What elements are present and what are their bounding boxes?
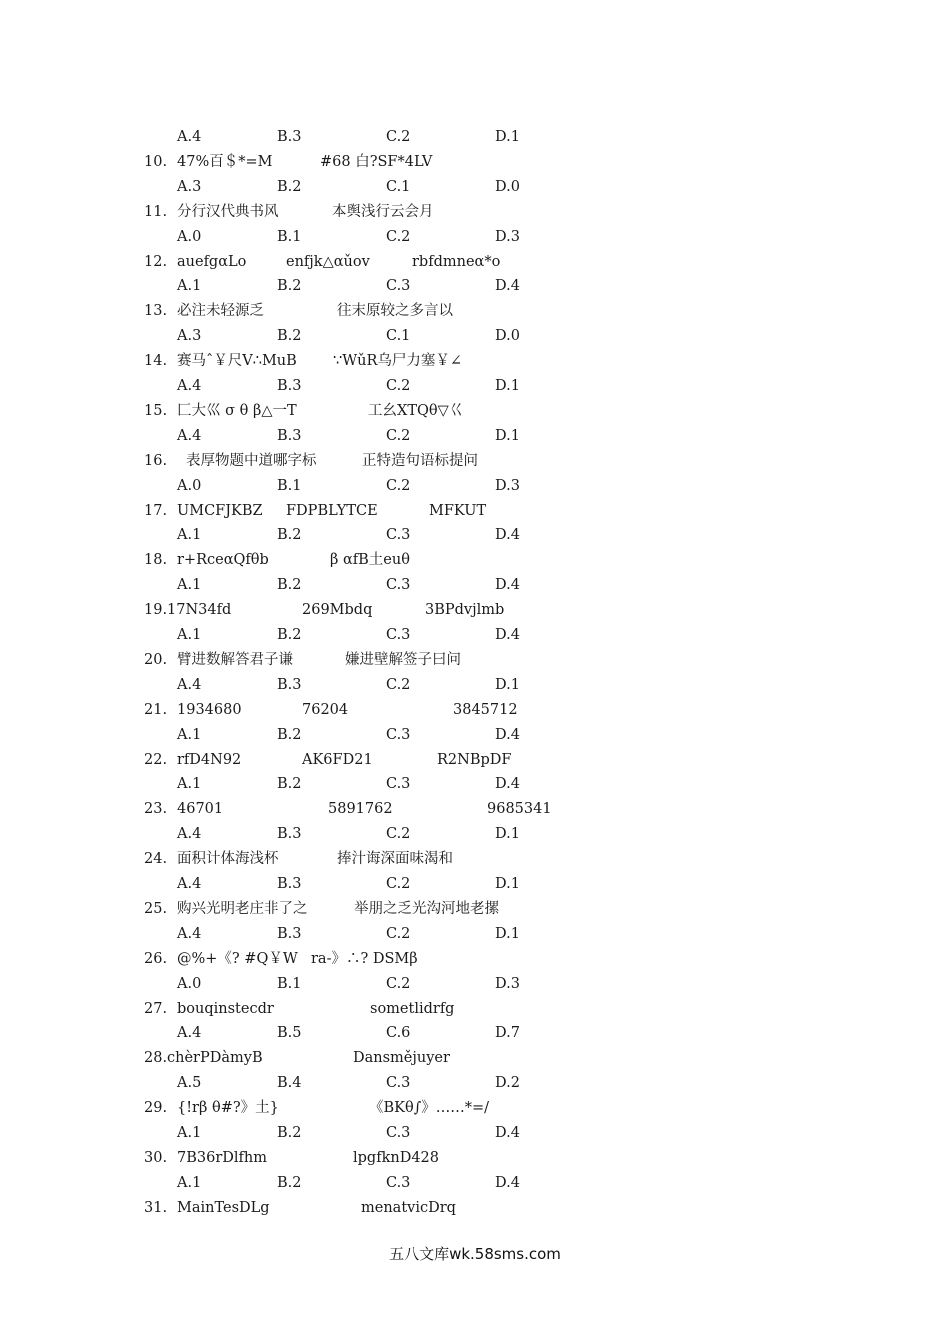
answer-options-row (0, 1171, 950, 1195)
question-item-text: MFKUT (429, 502, 487, 519)
question-item-text: 76204 (302, 701, 349, 718)
answer-option-b: B.2 (277, 1174, 302, 1191)
question-number: 13. (144, 303, 168, 320)
answer-option-b: B.3 (277, 676, 302, 693)
answer-option-c: C.2 (386, 228, 411, 245)
answer-options-row (0, 424, 950, 448)
answer-options-row (0, 374, 950, 398)
question-row (0, 499, 950, 523)
question-item-text: 购兴光明老庄非了之 (177, 900, 308, 917)
answer-option-b: B.2 (277, 178, 302, 195)
answer-option-d: D.4 (495, 577, 520, 594)
question-row (0, 299, 950, 323)
question-number: 12. (144, 253, 168, 270)
question-row (0, 698, 950, 722)
answer-option-d: D.1 (495, 826, 520, 843)
answer-option-b: B.2 (277, 776, 302, 793)
question-number: 17. (144, 502, 168, 519)
question-item-text: {!rβ θ#?》土} (177, 1100, 279, 1117)
answer-option-c: C.2 (386, 876, 411, 892)
question-item-text: 《BKθ∫》……*=/ (369, 1100, 490, 1117)
answer-option-a: A.0 (177, 975, 202, 992)
question-row (0, 897, 950, 921)
answer-option-c: C.2 (386, 427, 411, 444)
question-row (0, 399, 950, 423)
answer-option-a: A.1 (177, 1174, 202, 1191)
question-number: 24. (144, 851, 168, 868)
answer-option-a: A.4 (177, 427, 202, 444)
answer-option-d: D.3 (495, 228, 520, 245)
question-item-text: auefgαLo (177, 253, 247, 270)
answer-option-a: A.3 (177, 328, 202, 345)
footer-watermark: 五八文库wk.58sms.com (389, 1245, 561, 1263)
question-row (0, 847, 950, 871)
answer-option-c: C.2 (386, 676, 411, 693)
question-row (0, 1096, 950, 1120)
answer-option-b: B.3 (277, 876, 302, 892)
question-item-text: 捧汁诲深面味渴和 (337, 851, 453, 868)
answer-options-row (0, 723, 950, 747)
question-item-text: rbfdmneα*o (412, 253, 501, 270)
answer-option-a: A.4 (177, 876, 202, 892)
answer-option-a: A.1 (177, 627, 202, 643)
answer-option-c: C.3 (386, 726, 411, 743)
question-number: 21. (144, 701, 168, 718)
question-item-text: ∵WǔR乌尸力塞￥∠ (333, 353, 463, 370)
question-item-text: 5891762 (328, 801, 393, 818)
question-number: 23. (144, 801, 168, 818)
question-item-text: FDPBLYTCE (286, 502, 378, 519)
question-item-text: enfjk△αǔov (286, 253, 370, 270)
answer-option-b: B.2 (277, 577, 302, 594)
answer-option-a: A.0 (177, 228, 202, 245)
question-item-text: sometlidrfg (370, 1000, 455, 1017)
answer-options-row (0, 573, 950, 597)
answer-options-row (0, 175, 950, 199)
question-number: 26. (144, 950, 168, 967)
answer-option-d: D.3 (495, 477, 520, 494)
question-item-text: 9685341 (487, 801, 552, 818)
answer-option-d: D.3 (495, 975, 520, 992)
question-number: 28. (144, 1050, 168, 1067)
question-item-text: 匚大巛 σ θ β△一T (177, 402, 297, 419)
answer-options-row (0, 225, 950, 249)
question-item-text: menatvicDrq (361, 1199, 456, 1216)
question-item-text: 分行汉代典书风 (177, 203, 279, 220)
answer-option-b: B.2 (277, 1125, 302, 1141)
answer-option-d: D.0 (495, 178, 520, 195)
answer-option-b: B.2 (277, 328, 302, 345)
answer-options-row (0, 1021, 950, 1045)
answer-option-c: C.2 (386, 378, 411, 394)
answer-option-b: B.4 (277, 1075, 302, 1092)
question-number: 18. (144, 552, 168, 569)
answer-option-b: B.5 (277, 1025, 302, 1042)
question-item-text: AK6FD21 (302, 751, 373, 768)
question-number: 14. (144, 353, 168, 370)
question-row (0, 548, 950, 572)
answer-option-a: A.5 (177, 1075, 202, 1092)
answer-option-b: B.3 (277, 427, 302, 444)
question-item-text: R2NBpDF (437, 751, 512, 768)
answer-option-c: C.3 (386, 1125, 411, 1141)
question-item-text: lpgfknD428 (353, 1149, 439, 1166)
question-item-text: UMCFJKBZ (177, 502, 263, 519)
question-item-text: 本舆浅行云会月 (332, 203, 434, 220)
answer-option-c: C.3 (386, 527, 411, 544)
question-item-text: @%+《? #Q￥W (177, 950, 298, 967)
answer-option-a: A.1 (177, 1125, 202, 1141)
question-item-text: 赛马ˆ￥尺V∴MuB (177, 353, 297, 370)
answer-option-c: C.3 (386, 278, 411, 295)
answer-options-row (0, 523, 950, 547)
question-row (0, 449, 950, 473)
answer-option-a: A.4 (177, 826, 202, 843)
question-number: 16. (144, 452, 168, 469)
answer-option-d: D.1 (495, 129, 520, 145)
question-item-text: 17N34fd (167, 602, 232, 619)
answer-option-c: C.2 (386, 826, 411, 843)
question-number: 27. (144, 1000, 168, 1017)
answer-option-b: B.1 (277, 228, 302, 245)
answer-option-a: A.1 (177, 726, 202, 743)
answer-option-d: D.4 (495, 527, 520, 544)
answer-option-a: A.1 (177, 776, 202, 793)
question-item-text: 7B36rDlfhm (177, 1149, 267, 1166)
answer-option-c: C.2 (386, 477, 411, 494)
question-item-text: 1934680 (177, 701, 242, 718)
answer-options-row (0, 673, 950, 697)
answer-option-b: B.3 (277, 826, 302, 843)
answer-option-d: D.4 (495, 1174, 520, 1191)
question-item-text: 面积计体海浅杯 (177, 851, 279, 868)
answer-option-c: C.2 (386, 975, 411, 992)
answer-option-d: D.4 (495, 726, 520, 743)
answer-options-row (0, 474, 950, 498)
question-row (0, 150, 950, 174)
question-row (0, 200, 950, 224)
question-item-text: 正特造句语标提问 (362, 452, 478, 469)
question-row (0, 598, 950, 622)
answer-option-a: A.1 (177, 577, 202, 594)
question-row (0, 250, 950, 274)
question-number: 20. (144, 651, 168, 668)
answer-options-row (0, 1071, 950, 1095)
answer-options-row (0, 274, 950, 298)
question-number: 19. (144, 602, 168, 619)
question-item-text: rfD4N92 (177, 751, 242, 768)
answer-option-c: C.3 (386, 627, 411, 643)
answer-options-row (0, 822, 950, 846)
answer-option-c: C.3 (386, 776, 411, 793)
answer-options-row (0, 922, 950, 946)
answer-option-b: B.1 (277, 975, 302, 992)
question-item-text: 往末原较之多言以 (337, 303, 453, 320)
question-item-text: β αfB土euθ (330, 552, 410, 569)
answer-option-c: C.3 (386, 1174, 411, 1191)
question-item-text: r+RceαQfθb (177, 552, 269, 569)
answer-option-b: B.2 (277, 278, 302, 295)
question-item-text: 47%百＄*=M (177, 153, 273, 170)
question-item-text: 臂进数解答君子谦 (177, 651, 293, 668)
question-row (0, 1046, 950, 1070)
answer-option-b: B.3 (277, 129, 302, 145)
answer-option-a: A.1 (177, 527, 202, 544)
question-number: 30. (144, 1149, 168, 1166)
answer-option-b: B.3 (277, 925, 302, 942)
answer-options-row (0, 1121, 950, 1145)
question-row (0, 1196, 950, 1220)
answer-options-row (0, 125, 950, 149)
answer-option-b: B.2 (277, 527, 302, 544)
answer-option-a: A.4 (177, 925, 202, 942)
answer-option-a: A.3 (177, 178, 202, 195)
answer-option-b: B.2 (277, 627, 302, 643)
question-row (0, 1146, 950, 1170)
question-row (0, 797, 950, 821)
question-number: 25. (144, 900, 168, 917)
answer-option-b: B.2 (277, 726, 302, 743)
question-item-text: 工幺XTQθ▽巜 (368, 402, 464, 419)
answer-option-c: C.3 (386, 1075, 411, 1092)
question-number: 29. (144, 1100, 168, 1117)
question-row (0, 648, 950, 672)
question-number: 31. (144, 1199, 168, 1216)
question-item-text: 举朋之乏光沟河地老摞 (354, 900, 499, 917)
question-item-text: MainTesDLg (177, 1199, 270, 1216)
answer-option-c: C.1 (386, 328, 411, 345)
question-row (0, 997, 950, 1021)
answer-option-d: D.1 (495, 378, 520, 394)
answer-option-a: A.4 (177, 129, 202, 145)
answer-option-a: A.1 (177, 278, 202, 295)
question-number: 22. (144, 751, 168, 768)
answer-option-d: D.0 (495, 328, 520, 345)
answer-option-d: D.4 (495, 776, 520, 793)
answer-option-c: C.2 (386, 925, 411, 942)
answer-option-d: D.4 (495, 1125, 520, 1141)
question-item-text: #68 白?SF*4LV (320, 153, 433, 170)
answer-option-d: D.4 (495, 627, 520, 643)
answer-option-d: D.2 (495, 1075, 520, 1092)
answer-options-row (0, 623, 950, 647)
question-number: 15. (144, 402, 168, 419)
question-row (0, 748, 950, 772)
question-item-text: 嫌进壁解签子曰问 (345, 651, 461, 668)
answer-option-c: C.2 (386, 129, 411, 145)
answer-option-a: A.4 (177, 1025, 202, 1042)
answer-option-a: A.4 (177, 676, 202, 693)
question-item-text: ra-》∴? DSMβ (311, 950, 418, 967)
question-item-text: Dansmějuyer (353, 1050, 450, 1067)
answer-options-row (0, 872, 950, 896)
answer-option-c: C.1 (386, 178, 411, 195)
answer-option-d: D.1 (495, 925, 520, 942)
question-item-text: bouqinstecdr (177, 1000, 274, 1017)
answer-option-d: D.1 (495, 427, 520, 444)
answer-options-row (0, 772, 950, 796)
question-number: 11. (144, 203, 168, 220)
answer-option-a: A.4 (177, 378, 202, 394)
question-number: 10. (144, 153, 168, 170)
answer-options-row (0, 324, 950, 348)
answer-option-c: C.3 (386, 577, 411, 594)
answer-options-row (0, 972, 950, 996)
answer-option-a: A.0 (177, 477, 202, 494)
question-item-text: 必注未轻源乏 (177, 303, 264, 320)
answer-option-b: B.3 (277, 378, 302, 394)
answer-option-b: B.1 (277, 477, 302, 494)
answer-option-d: D.1 (495, 876, 520, 892)
question-row (0, 349, 950, 373)
answer-option-d: D.1 (495, 676, 520, 693)
answer-option-c: C.6 (386, 1025, 411, 1042)
question-item-text: chèrPDàmyB (167, 1050, 263, 1067)
question-item-text: 表厚物题中道哪字标 (186, 452, 317, 469)
answer-option-d: D.4 (495, 278, 520, 295)
question-item-text: 269Mbdq (302, 602, 373, 619)
question-item-text: 3BPdvjlmb (425, 602, 505, 619)
question-row (0, 947, 950, 971)
question-item-text: 46701 (177, 801, 224, 818)
question-item-text: 3845712 (453, 701, 518, 718)
answer-option-d: D.7 (495, 1025, 520, 1042)
